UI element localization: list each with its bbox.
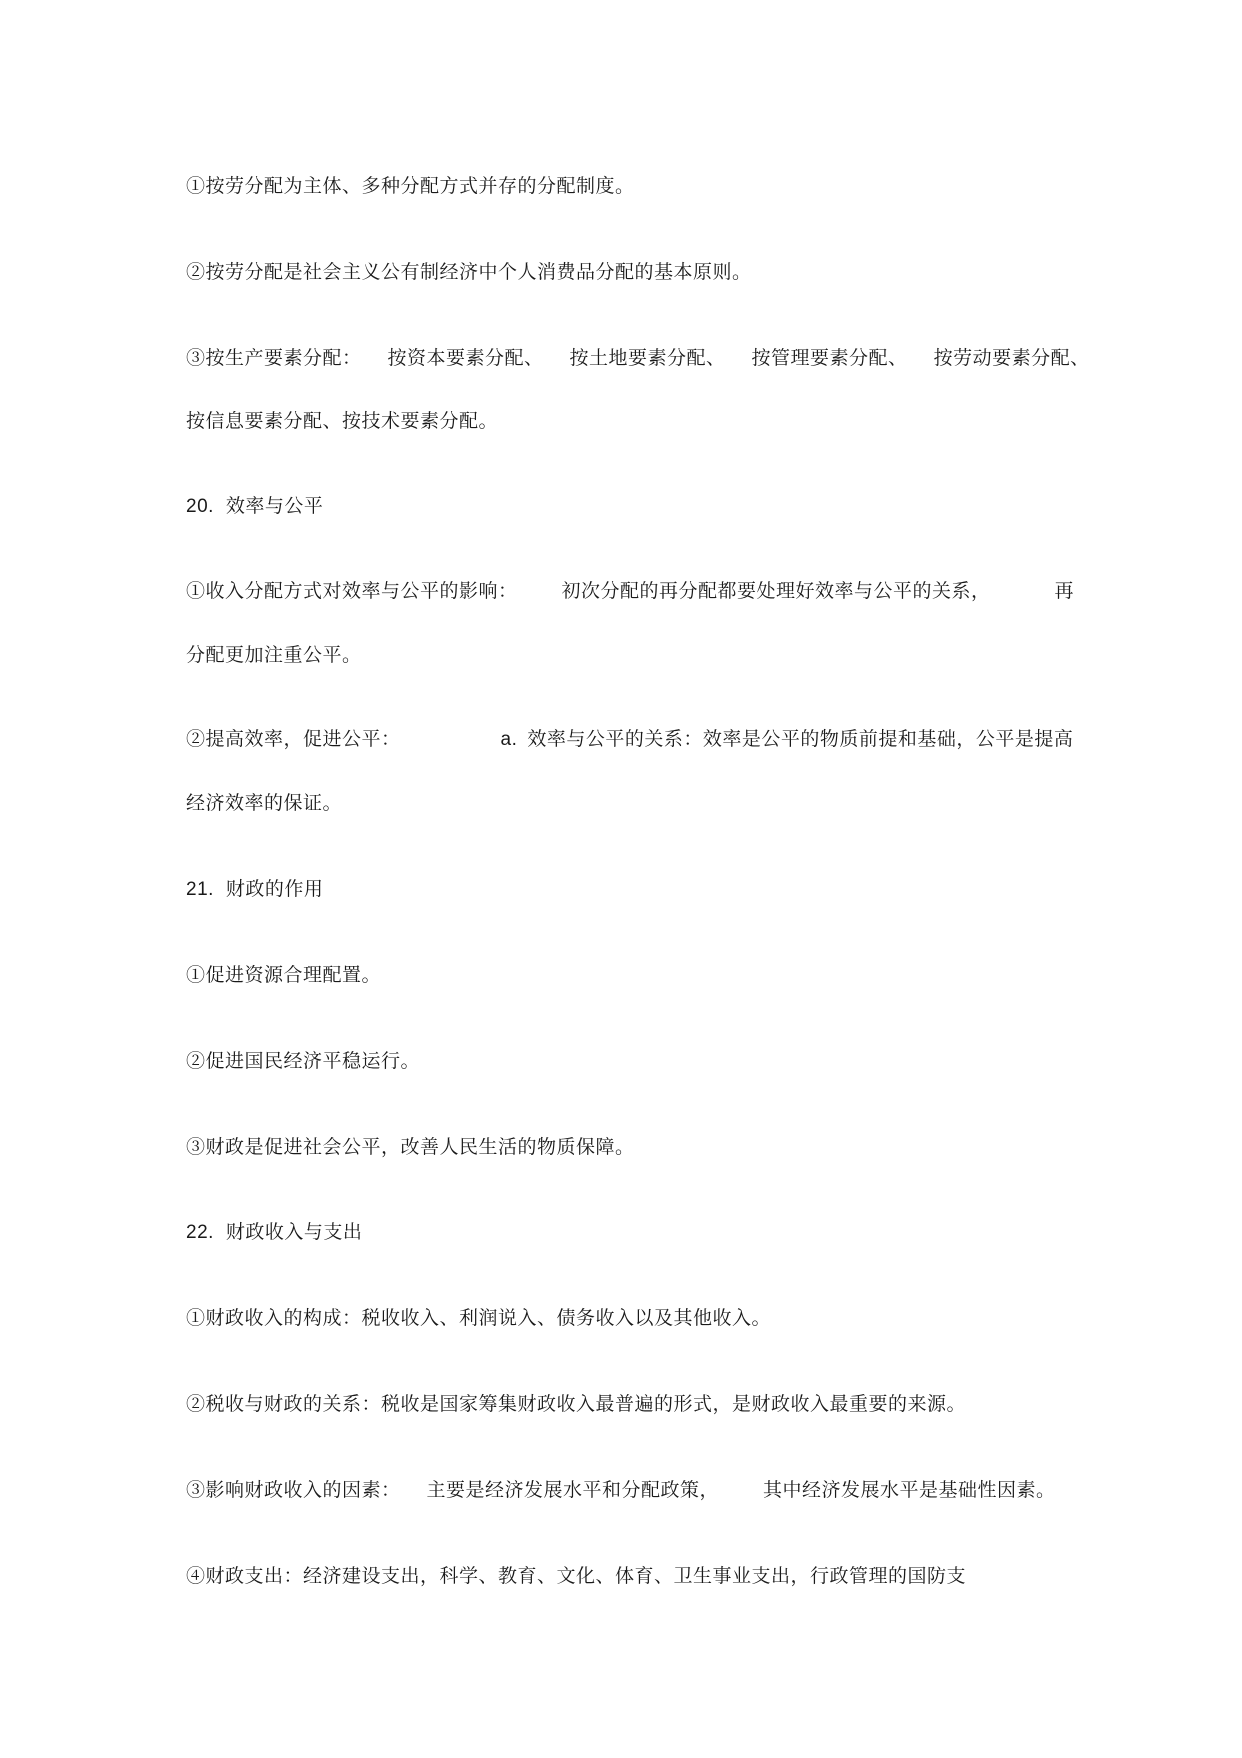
section-22-number: 22. [186,1222,214,1243]
section-20-item-1-body: 初次分配的再分配都要处理好效率与公平的关系， [561,580,991,602]
section-20-title: 效率与公平 [225,495,324,517]
distribution-item-3-management: 按管理要素分配、 [751,347,908,369]
section-21-heading [186,876,323,903]
section-21-number: 21. [186,879,214,900]
section-20-item-2 [186,726,1073,753]
section-20-item-2-continued: 经济效率的保证。 [186,792,343,814]
section-20-item-1-continued: 分配更加注重公平。 [186,644,362,666]
distribution-item-3 [186,345,1090,371]
distribution-item-3-land: 按土地要素分配、 [569,347,726,369]
section-20-number: 20. [186,496,214,517]
section-22-item-3-part-b: 其中经济发展水平是基础性因素。 [763,1479,1056,1501]
section-22-item-4: ④财政支出：经济建设支出，科学、教育、文化、体育、卫生事业支出，行政管理的国防支 [186,1565,967,1587]
section-22-heading [186,1219,362,1246]
section-22-item-1: ①财政收入的构成：税收收入、利润说入、债务收入以及其他收入。 [186,1307,772,1329]
distribution-item-2: ②按劳分配是社会主义公有制经济中个人消费品分配的基本原则。 [186,261,752,283]
section-20-item-2-lead: ②提高效率，促进公平： [186,728,401,750]
section-22-title: 财政收入与支出 [225,1221,363,1243]
section-20-item-2-body: 效率与公平的关系：效率是公平的物质前提和基础，公平是提高 [527,728,1074,750]
distribution-item-3-lead: ③按生产要素分配： [186,347,362,369]
section-20-item-1 [186,578,1074,604]
section-20-heading [186,493,323,520]
section-21-item-1: ①促进资源合理配置。 [186,964,382,986]
section-22-item-2: ②税收与财政的关系：税收是国家筹集财政收入最普遍的形式，是财政收入最重要的来源。 [186,1393,967,1415]
section-22-item-3 [186,1477,1056,1503]
distribution-item-3-capital: 按资本要素分配、 [387,347,544,369]
section-22-item-3-lead: ③影响财政收入的因素： [186,1479,401,1501]
section-20-item-1-lead: ①收入分配方式对效率与公平的影响： [186,580,518,602]
section-20-item-1-tail: 再 [1054,580,1075,602]
section-21-item-3: ③财政是促进社会公平，改善人民生活的物质保障。 [186,1136,635,1158]
distribution-item-3-labor: 按劳动要素分配、 [933,347,1090,369]
section-21-title: 财政的作用 [225,878,324,900]
section-22-item-3-part-a: 主要是经济发展水平和分配政策， [426,1479,720,1501]
section-20-item-2-marker: a. [500,729,518,750]
section-21-item-2: ②促进国民经济平稳运行。 [186,1050,421,1072]
distribution-item-3-continued: 按信息要素分配、按技术要素分配。 [186,410,499,432]
distribution-item-1: ①按劳分配为主体、多种分配方式并存的分配制度。 [186,175,635,197]
